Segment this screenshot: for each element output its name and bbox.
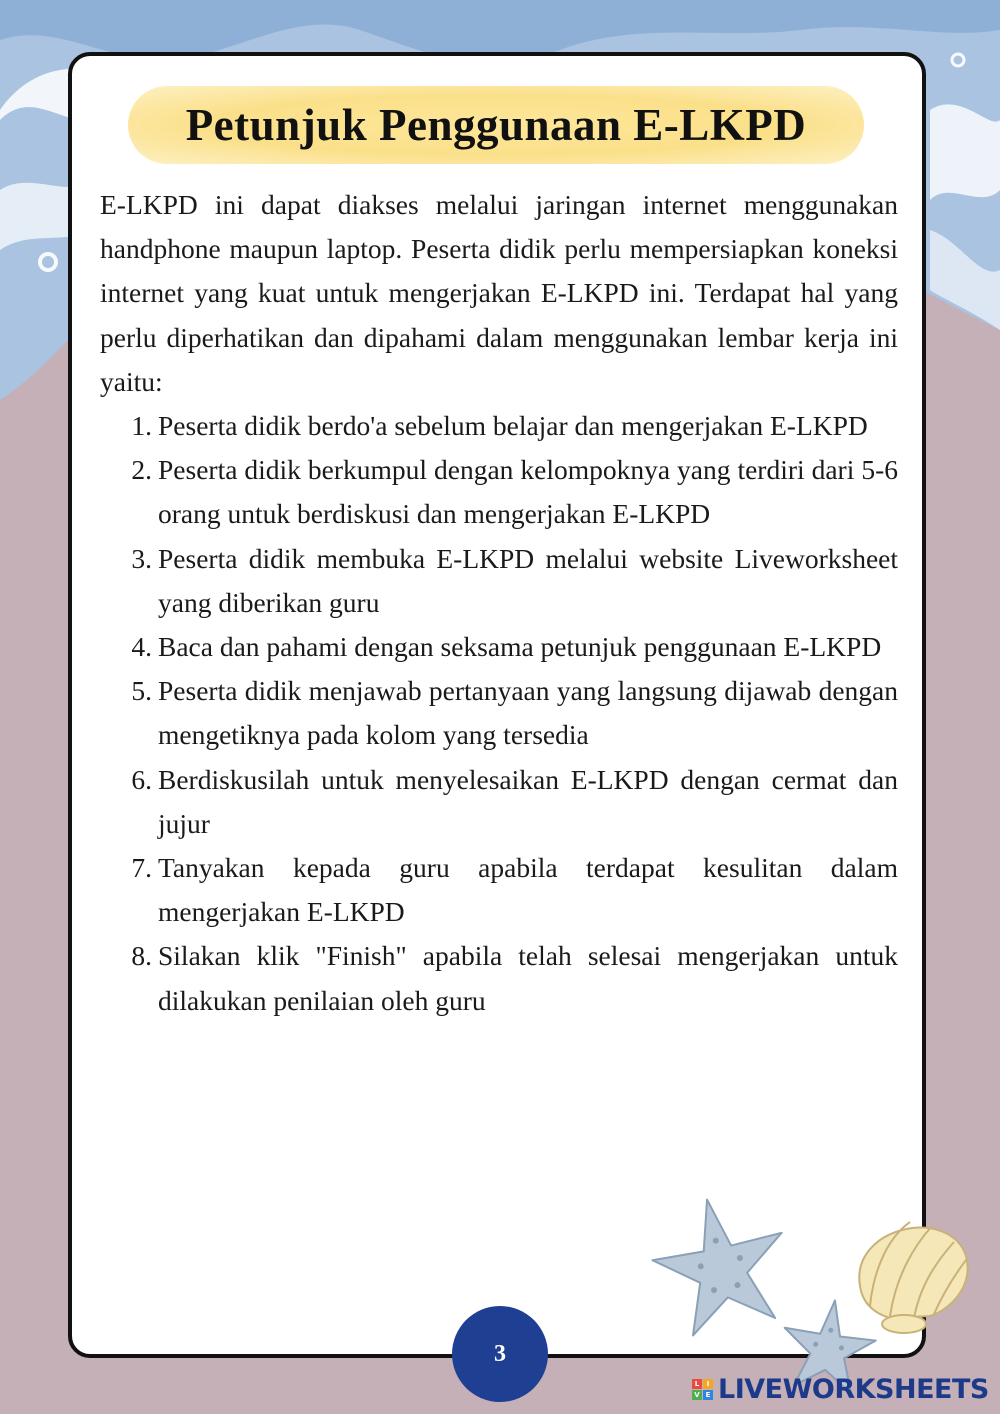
list-item-text: Peserta didik berdo'a sebelum belajar dan mengerjakan E-LKPD — [158, 410, 868, 441]
liveworksheets-logo-icon: L I V E — [692, 1379, 713, 1400]
liveworksheets-watermark — [692, 1372, 989, 1406]
list-item-text: Silakan klik "Finish" apabila telah selesai mengerjakan untuk dilakukan penilaian oleh guru — [158, 940, 898, 1016]
page-number-badge — [452, 1306, 548, 1402]
list-item — [100, 537, 898, 625]
list-item — [100, 669, 898, 757]
list-item-text: Peserta didik berkumpul dengan kelompoknya yang terdiri dari 5-6 orang untuk berdiskusi dan mengerjakan E-LKPD — [158, 454, 898, 530]
list-item-text: Berdiskusilah untuk menyelesaikan E-LKPD dengan cermat dan jujur — [158, 763, 898, 839]
seashell-icon — [859, 1222, 967, 1333]
instruction-list — [100, 404, 898, 1023]
list-item-number: 3. — [131, 542, 152, 574]
list-item-number: 7. — [131, 852, 152, 884]
watermark-text: LIVEWORKSHEETS — [718, 1373, 989, 1405]
list-item — [100, 404, 898, 448]
list-item-number: 8. — [131, 940, 152, 972]
list-item-number: 5. — [131, 675, 152, 707]
title-banner — [128, 86, 864, 164]
list-item-number: 6. — [131, 763, 152, 795]
list-item-text: Tanyakan kepada guru apabila terdapat kesulitan dalam mengerjakan E-LKPD — [158, 852, 898, 928]
list-item — [100, 448, 898, 536]
list-item-number: 2. — [131, 454, 152, 486]
list-item — [100, 846, 898, 934]
list-item-text: Baca dan pahami dengan seksama petunjuk penggunaan E-LKPD — [158, 631, 882, 663]
intro-paragraph: E-LKPD ini dapat diakses melalui jaringan internet menggunakan handphone maupun laptop. Peserta didik perlu mempersiapkan koneksi internet yang kuat untuk mengerjakan E-LKPD ini. Terdapat hal yang perlu diperhatikan dan dipahami dalam menggunakan lembar kerja ini yaitu: — [100, 189, 898, 397]
list-item-number: 4. — [131, 631, 152, 663]
list-item-number: 1. — [131, 410, 152, 441]
list-item — [100, 758, 898, 846]
starfish-icon — [650, 1190, 799, 1340]
page-number: 3 — [494, 1340, 506, 1367]
page-title: Petunjuk Penggunaan E-LKPD — [185, 100, 807, 150]
list-item — [100, 934, 898, 1022]
list-item-text: Peserta didik membuka E-LKPD melalui website Liveworksheet yang diberikan guru — [158, 542, 898, 618]
list-item-text: Peserta didik menjawab pertanyaan yang langsung dijawab dengan mengetiknya pada kolom yang tersedia — [158, 675, 898, 751]
list-item — [100, 625, 898, 669]
